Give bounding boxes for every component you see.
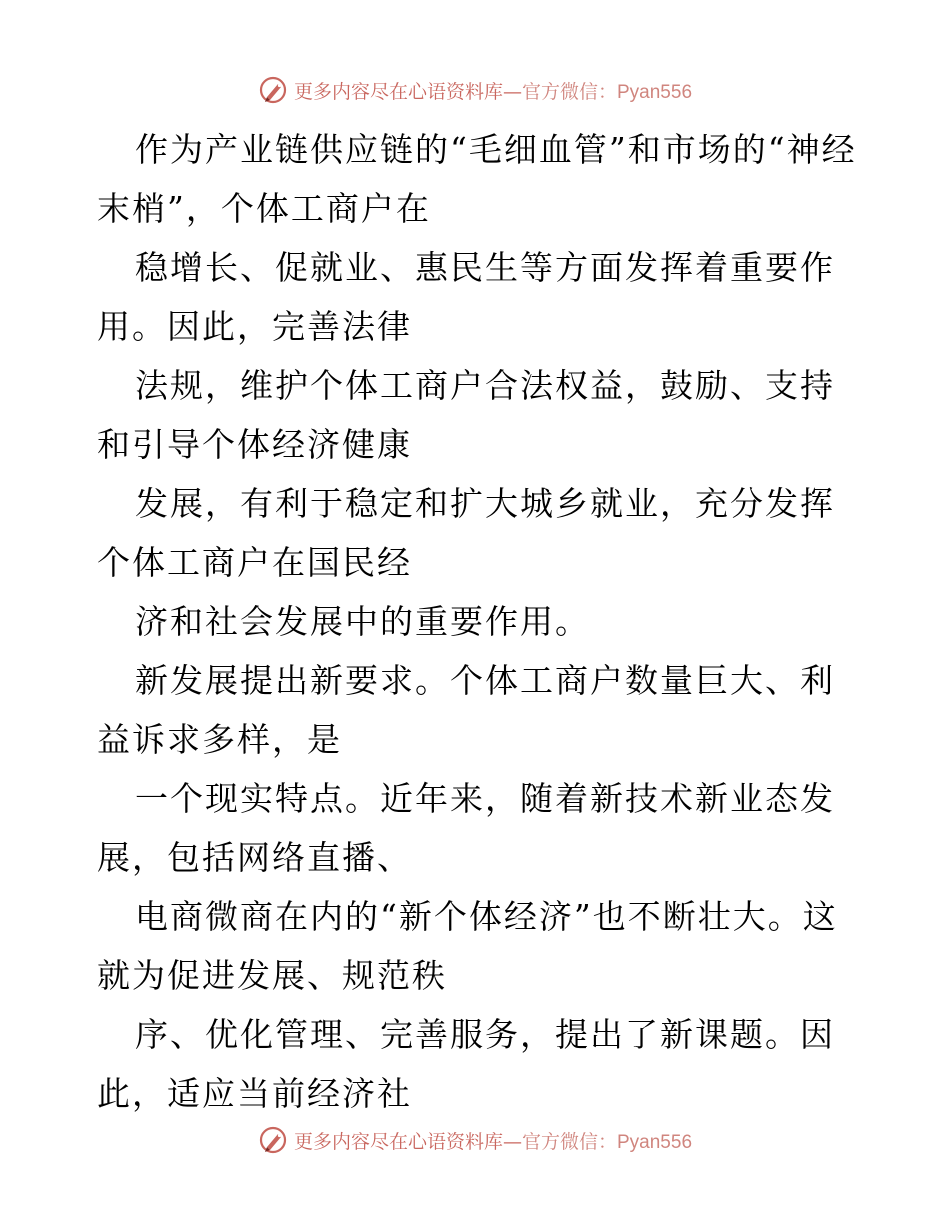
pen-logo-icon — [258, 75, 288, 105]
paragraph: 序、优化管理、完善服务，提出了新课题。因此，适应当前经济社 — [97, 1015, 835, 1113]
header-banner-text: 更多内容尽在心语资料库— — [293, 80, 522, 103]
footer-watermark-banner — [0, 1120, 950, 1160]
paragraph: 作为产业链供应链的“毛细血管”和市场的“神经末梢”，个体工商户在 — [97, 130, 857, 228]
paragraph: 新发展提出新要求。个体工商户数量巨大、利益诉求多样，是 — [97, 661, 835, 759]
document-body — [97, 120, 857, 1123]
paragraph: 一个现实特点。近年来，随着新技术新业态发展，包括网络直播、 — [97, 779, 835, 877]
footer-wechat-text: 官方微信：Pyan556 — [522, 1131, 693, 1153]
pen-logo-icon — [258, 1125, 288, 1155]
paragraph: 法规，维护个体工商户合法权益，鼓励、支持和引导个体经济健康 — [97, 366, 835, 464]
paragraph: 稳增长、促就业、惠民生等方面发挥着重要作用。因此，完善法律 — [97, 248, 835, 346]
paragraph: 电商微商在内的“新个体经济”也不断壮大。这就为促进发展、规范秩 — [97, 897, 838, 995]
header-watermark-banner — [0, 70, 950, 110]
footer-banner-text: 更多内容尽在心语资料库— — [293, 1130, 522, 1153]
header-wechat-text: 官方微信：Pyan556 — [522, 81, 693, 103]
paragraph: 济和社会发展中的重要作用。 — [135, 602, 590, 641]
paragraph: 发展，有利于稳定和扩大城乡就业，充分发挥个体工商户在国民经 — [97, 484, 835, 582]
